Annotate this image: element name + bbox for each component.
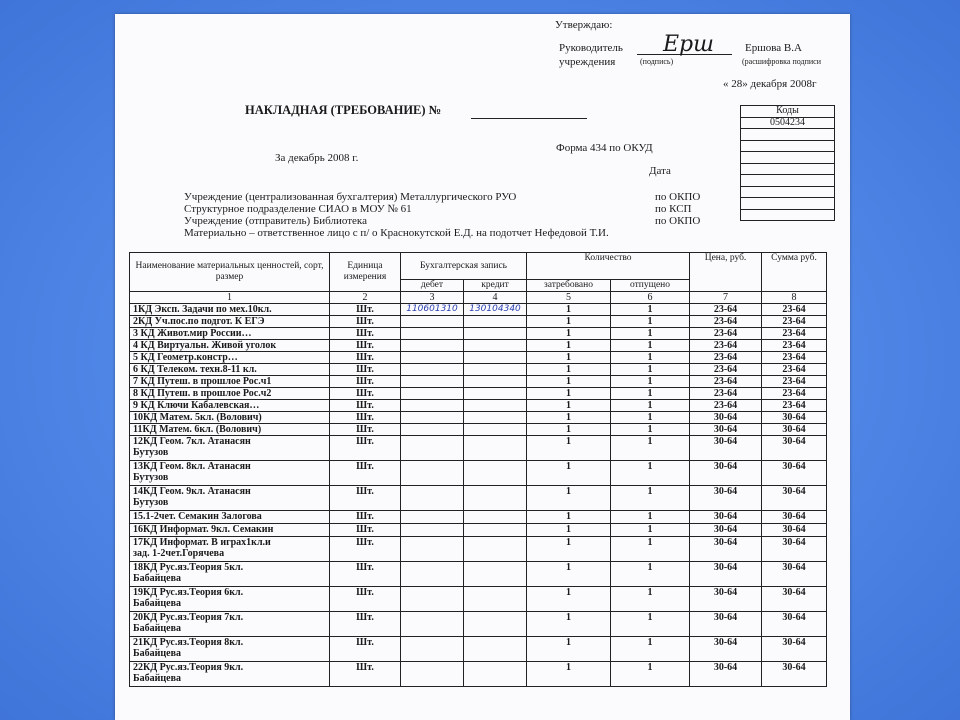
item-sum: 23-64: [762, 340, 827, 352]
item-name-line1: 17КД Информат. В играх1кл.и: [133, 537, 271, 548]
item-requested: 1: [527, 537, 611, 562]
item-released: 1: [611, 587, 690, 612]
item-name-line1: 19КД Рус.яз.Теория 6кл.: [133, 587, 244, 598]
item-unit: Шт.: [330, 587, 401, 612]
table-row: [130, 400, 827, 412]
item-released: 1: [611, 316, 690, 328]
doc-number-line: [471, 118, 587, 119]
item-name: 8 КД Путеш. в прошлое Рос.ч2: [130, 388, 330, 400]
division-code-label: по КСП: [655, 203, 692, 215]
item-released: 1: [611, 537, 690, 562]
item-name-line2: зад. 1-2чет.Горячева: [133, 548, 225, 559]
codes-empty-4: [741, 163, 835, 175]
date-label: Дата: [649, 165, 671, 177]
item-released: 1: [611, 376, 690, 388]
item-unit: Шт.: [330, 352, 401, 364]
item-unit: Шт.: [330, 388, 401, 400]
item-price: 30-64: [690, 412, 762, 424]
item-price: 30-64: [690, 524, 762, 537]
item-released: 1: [611, 662, 690, 687]
table-row: [130, 587, 827, 612]
approve-title: Утверждаю:: [555, 19, 613, 31]
item-unit: Шт.: [330, 524, 401, 537]
sender: Учреждение (отправитель) Библиотека: [184, 215, 367, 227]
item-sum: 30-64: [762, 662, 827, 687]
item-name-line1: 14КД Геом. 9кл. Атанасян: [133, 486, 251, 497]
item-name: 3 КД Живот.мир России…: [130, 328, 330, 340]
sign-caption: (подпись): [640, 57, 674, 66]
item-unit: Шт.: [330, 511, 401, 524]
item-released: 1: [611, 304, 690, 316]
codes-empty-1: [741, 129, 835, 141]
col-header-sum: Сумма руб.: [762, 253, 827, 292]
okud-code: 0504234: [741, 117, 835, 129]
item-name: 6 КД Телеком. техн.8-11 кл.: [130, 364, 330, 376]
document-page: [115, 14, 850, 720]
item-name: 2КД Уч.пос.по подгот. К ЕГЭ: [130, 316, 330, 328]
item-price: 30-64: [690, 537, 762, 562]
item-name-line2: Бутузов: [133, 447, 169, 458]
item-name-line1: 13КД Геом. 8кл. Атанасян: [133, 461, 251, 472]
item-name: [130, 662, 330, 687]
item-sum: 30-64: [762, 612, 827, 637]
item-price: 23-64: [690, 364, 762, 376]
column-numbers-row: [130, 292, 827, 304]
item-name-line2: Бабайцева: [133, 673, 181, 684]
item-unit: Шт.: [330, 364, 401, 376]
item-unit: Шт.: [330, 637, 401, 662]
item-requested: 1: [527, 436, 611, 461]
col-number: 2: [330, 292, 401, 304]
head-label-2: учреждения: [559, 56, 616, 68]
item-name: [130, 486, 330, 511]
col-header-debit: дебет: [401, 280, 464, 292]
item-requested: 1: [527, 662, 611, 687]
item-price: 23-64: [690, 400, 762, 412]
item-price: 30-64: [690, 436, 762, 461]
item-name-line1: 20КД Рус.яз.Теория 7кл.: [133, 612, 244, 623]
form-label: Форма 434 по ОКУД: [556, 142, 653, 154]
codes-empty-3: [741, 152, 835, 164]
approver-name: Ершова В.А: [745, 42, 802, 54]
table-row: [130, 662, 827, 687]
item-released: 1: [611, 461, 690, 486]
item-name: [130, 637, 330, 662]
doc-title: НАКЛАДНАЯ (ТРЕБОВАНИЕ) №: [245, 103, 442, 117]
item-released: 1: [611, 436, 690, 461]
item-unit: Шт.: [330, 304, 401, 316]
col-header-name: Наименование материальных ценностей, сорт, размер: [130, 253, 330, 292]
item-requested: 1: [527, 388, 611, 400]
item-name-line1: 21КД Рус.яз.Теория 8кл.: [133, 637, 244, 648]
item-unit: Шт.: [330, 436, 401, 461]
col-number: 4: [464, 292, 527, 304]
item-released: 1: [611, 328, 690, 340]
table-row: [130, 340, 827, 352]
item-name-line2: Бутузов: [133, 497, 169, 508]
item-name: 10КД Матем. 5кл. (Волович): [130, 412, 330, 424]
col-header-requested: затребовано: [527, 280, 611, 292]
table-row: [130, 328, 827, 340]
item-requested: 1: [527, 587, 611, 612]
item-sum: 23-64: [762, 376, 827, 388]
item-requested: 1: [527, 364, 611, 376]
item-sum: 23-64: [762, 400, 827, 412]
item-sum: 23-64: [762, 328, 827, 340]
item-requested: 1: [527, 340, 611, 352]
table-row: [130, 461, 827, 486]
table-row: [130, 486, 827, 511]
table-row: [130, 612, 827, 637]
item-sum: 23-64: [762, 316, 827, 328]
table-row: [130, 376, 827, 388]
item-price: 23-64: [690, 328, 762, 340]
item-released: 1: [611, 400, 690, 412]
item-unit: Шт.: [330, 412, 401, 424]
institution-code-label: по ОКПО: [655, 191, 701, 203]
item-name-line1: 18КД Рус.яз.Теория 5кл.: [133, 562, 244, 573]
sender-code-label: по ОКПО: [655, 215, 701, 227]
table-row: [130, 436, 827, 461]
item-price: 30-64: [690, 637, 762, 662]
head-label-1: Руководитель: [559, 42, 623, 54]
col-number: 6: [611, 292, 690, 304]
item-price: 30-64: [690, 511, 762, 524]
item-requested: 1: [527, 412, 611, 424]
codes-empty-5: [741, 175, 835, 187]
item-price: 23-64: [690, 340, 762, 352]
col-header-quantity: Количество: [527, 253, 690, 280]
table-row: [130, 316, 827, 328]
table-row: [130, 537, 827, 562]
item-requested: 1: [527, 612, 611, 637]
table-row: [130, 304, 827, 316]
table-row: [130, 388, 827, 400]
item-name: 7 КД Путеш. в прошлое Рос.ч1: [130, 376, 330, 388]
item-unit: Шт.: [330, 562, 401, 587]
credit-account: 130104340: [464, 304, 527, 316]
responsible-person: Материально – ответственное лицо с п/ о Краснокутской Е.Д. на подотчет Нефедовой Т.И.: [184, 227, 609, 239]
item-released: 1: [611, 340, 690, 352]
col-number: 3: [401, 292, 464, 304]
item-requested: 1: [527, 524, 611, 537]
item-sum: 23-64: [762, 364, 827, 376]
item-unit: Шт.: [330, 537, 401, 562]
col-number: 7: [690, 292, 762, 304]
item-requested: 1: [527, 328, 611, 340]
item-name: 11КД Матем. 6кл. (Волович): [130, 424, 330, 436]
item-price: 30-64: [690, 612, 762, 637]
item-price: 23-64: [690, 376, 762, 388]
item-name: [130, 612, 330, 637]
item-sum: 30-64: [762, 436, 827, 461]
item-sum: 30-64: [762, 524, 827, 537]
item-requested: 1: [527, 562, 611, 587]
item-name-line2: Бабайцева: [133, 598, 181, 609]
item-requested: 1: [527, 304, 611, 316]
codes-header: Коды: [741, 106, 835, 118]
item-name: 15.1-2чет. Семакин Залогова: [130, 511, 330, 524]
item-released: 1: [611, 637, 690, 662]
col-header-price: Цена, руб.: [690, 253, 762, 292]
item-released: 1: [611, 486, 690, 511]
item-sum: 30-64: [762, 511, 827, 524]
col-number: 8: [762, 292, 827, 304]
table-row: [130, 424, 827, 436]
table-row: [130, 412, 827, 424]
item-name: 9 КД Ключи Кабалевская…: [130, 400, 330, 412]
col-number: 1: [130, 292, 330, 304]
item-price: 30-64: [690, 461, 762, 486]
approve-date: « 28» декабря 2008г: [723, 78, 817, 90]
item-requested: 1: [527, 511, 611, 524]
name-caption: (расшифровка подписи: [742, 57, 821, 66]
item-unit: Шт.: [330, 612, 401, 637]
item-sum: 30-64: [762, 424, 827, 436]
table-row: [130, 637, 827, 662]
items-table: [129, 252, 827, 687]
item-released: 1: [611, 562, 690, 587]
item-name: [130, 562, 330, 587]
codes-box: [740, 105, 835, 221]
item-name: [130, 436, 330, 461]
item-sum: 23-64: [762, 352, 827, 364]
col-header-credit: кредит: [464, 280, 527, 292]
item-name: [130, 537, 330, 562]
item-unit: Шт.: [330, 486, 401, 511]
item-price: 23-64: [690, 316, 762, 328]
item-name-line2: Бабайцева: [133, 573, 181, 584]
item-unit: Шт.: [330, 662, 401, 687]
item-price: 23-64: [690, 388, 762, 400]
table-row: [130, 524, 827, 537]
item-unit: Шт.: [330, 316, 401, 328]
item-name-line1: 12КД Геом. 7кл. Атанасян: [133, 436, 251, 447]
item-sum: 23-64: [762, 388, 827, 400]
item-sum: 30-64: [762, 486, 827, 511]
codes-empty-7: [741, 198, 835, 210]
item-sum: 30-64: [762, 537, 827, 562]
signature: Ерш: [663, 32, 714, 57]
debit-account: 110601310: [401, 304, 464, 316]
item-requested: 1: [527, 461, 611, 486]
item-unit: Шт.: [330, 340, 401, 352]
table-row: [130, 352, 827, 364]
item-sum: 30-64: [762, 637, 827, 662]
item-price: 30-64: [690, 587, 762, 612]
item-sum: 30-64: [762, 461, 827, 486]
item-name: [130, 461, 330, 486]
division: Структурное подразделение СИАО в МОУ № 61: [184, 203, 412, 215]
codes-empty-6: [741, 186, 835, 198]
item-released: 1: [611, 511, 690, 524]
item-requested: 1: [527, 400, 611, 412]
item-name-line2: Бабайцева: [133, 648, 181, 659]
item-sum: 30-64: [762, 412, 827, 424]
item-name: [130, 587, 330, 612]
codes-empty-8: [741, 209, 835, 221]
item-released: 1: [611, 388, 690, 400]
item-sum: 30-64: [762, 562, 827, 587]
item-released: 1: [611, 412, 690, 424]
table-row: [130, 364, 827, 376]
item-unit: Шт.: [330, 461, 401, 486]
item-released: 1: [611, 612, 690, 637]
item-unit: Шт.: [330, 328, 401, 340]
item-unit: Шт.: [330, 400, 401, 412]
item-released: 1: [611, 524, 690, 537]
item-name: 5 КД Геометр.констр…: [130, 352, 330, 364]
item-name-line2: Бутузов: [133, 472, 169, 483]
table-row: [130, 562, 827, 587]
item-price: 23-64: [690, 352, 762, 364]
item-name: 4 КД Виртуальн. Живой уголок: [130, 340, 330, 352]
item-price: 30-64: [690, 562, 762, 587]
item-requested: 1: [527, 352, 611, 364]
item-requested: 1: [527, 316, 611, 328]
item-price: 30-64: [690, 486, 762, 511]
period-label: За декабрь 2008 г.: [275, 152, 359, 164]
item-name: 1КД Эксп. Задачи по мех.10кл.: [130, 304, 330, 316]
col-header-accounting: Бухгалтерская запись: [401, 253, 527, 280]
item-price: 23-64: [690, 304, 762, 316]
item-price: 30-64: [690, 424, 762, 436]
item-requested: 1: [527, 376, 611, 388]
item-requested: 1: [527, 424, 611, 436]
institution: Учреждение (централизованная бухгалтерия) Металлургического РУО: [184, 191, 517, 203]
item-sum: 23-64: [762, 304, 827, 316]
item-price: 30-64: [690, 662, 762, 687]
item-requested: 1: [527, 637, 611, 662]
item-requested: 1: [527, 486, 611, 511]
codes-empty-2: [741, 140, 835, 152]
col-number: 5: [527, 292, 611, 304]
item-released: 1: [611, 364, 690, 376]
item-released: 1: [611, 424, 690, 436]
item-released: 1: [611, 352, 690, 364]
item-name-line2: Бабайцева: [133, 623, 181, 634]
item-unit: Шт.: [330, 424, 401, 436]
item-unit: Шт.: [330, 376, 401, 388]
item-sum: 30-64: [762, 587, 827, 612]
col-header-released: отпущено: [611, 280, 690, 292]
table-row: [130, 511, 827, 524]
item-name: 16КД Информат. 9кл. Семакин: [130, 524, 330, 537]
item-name-line1: 22КД Рус.яз.Теория 9кл.: [133, 662, 244, 673]
col-header-unit: Единица измерения: [330, 253, 401, 292]
